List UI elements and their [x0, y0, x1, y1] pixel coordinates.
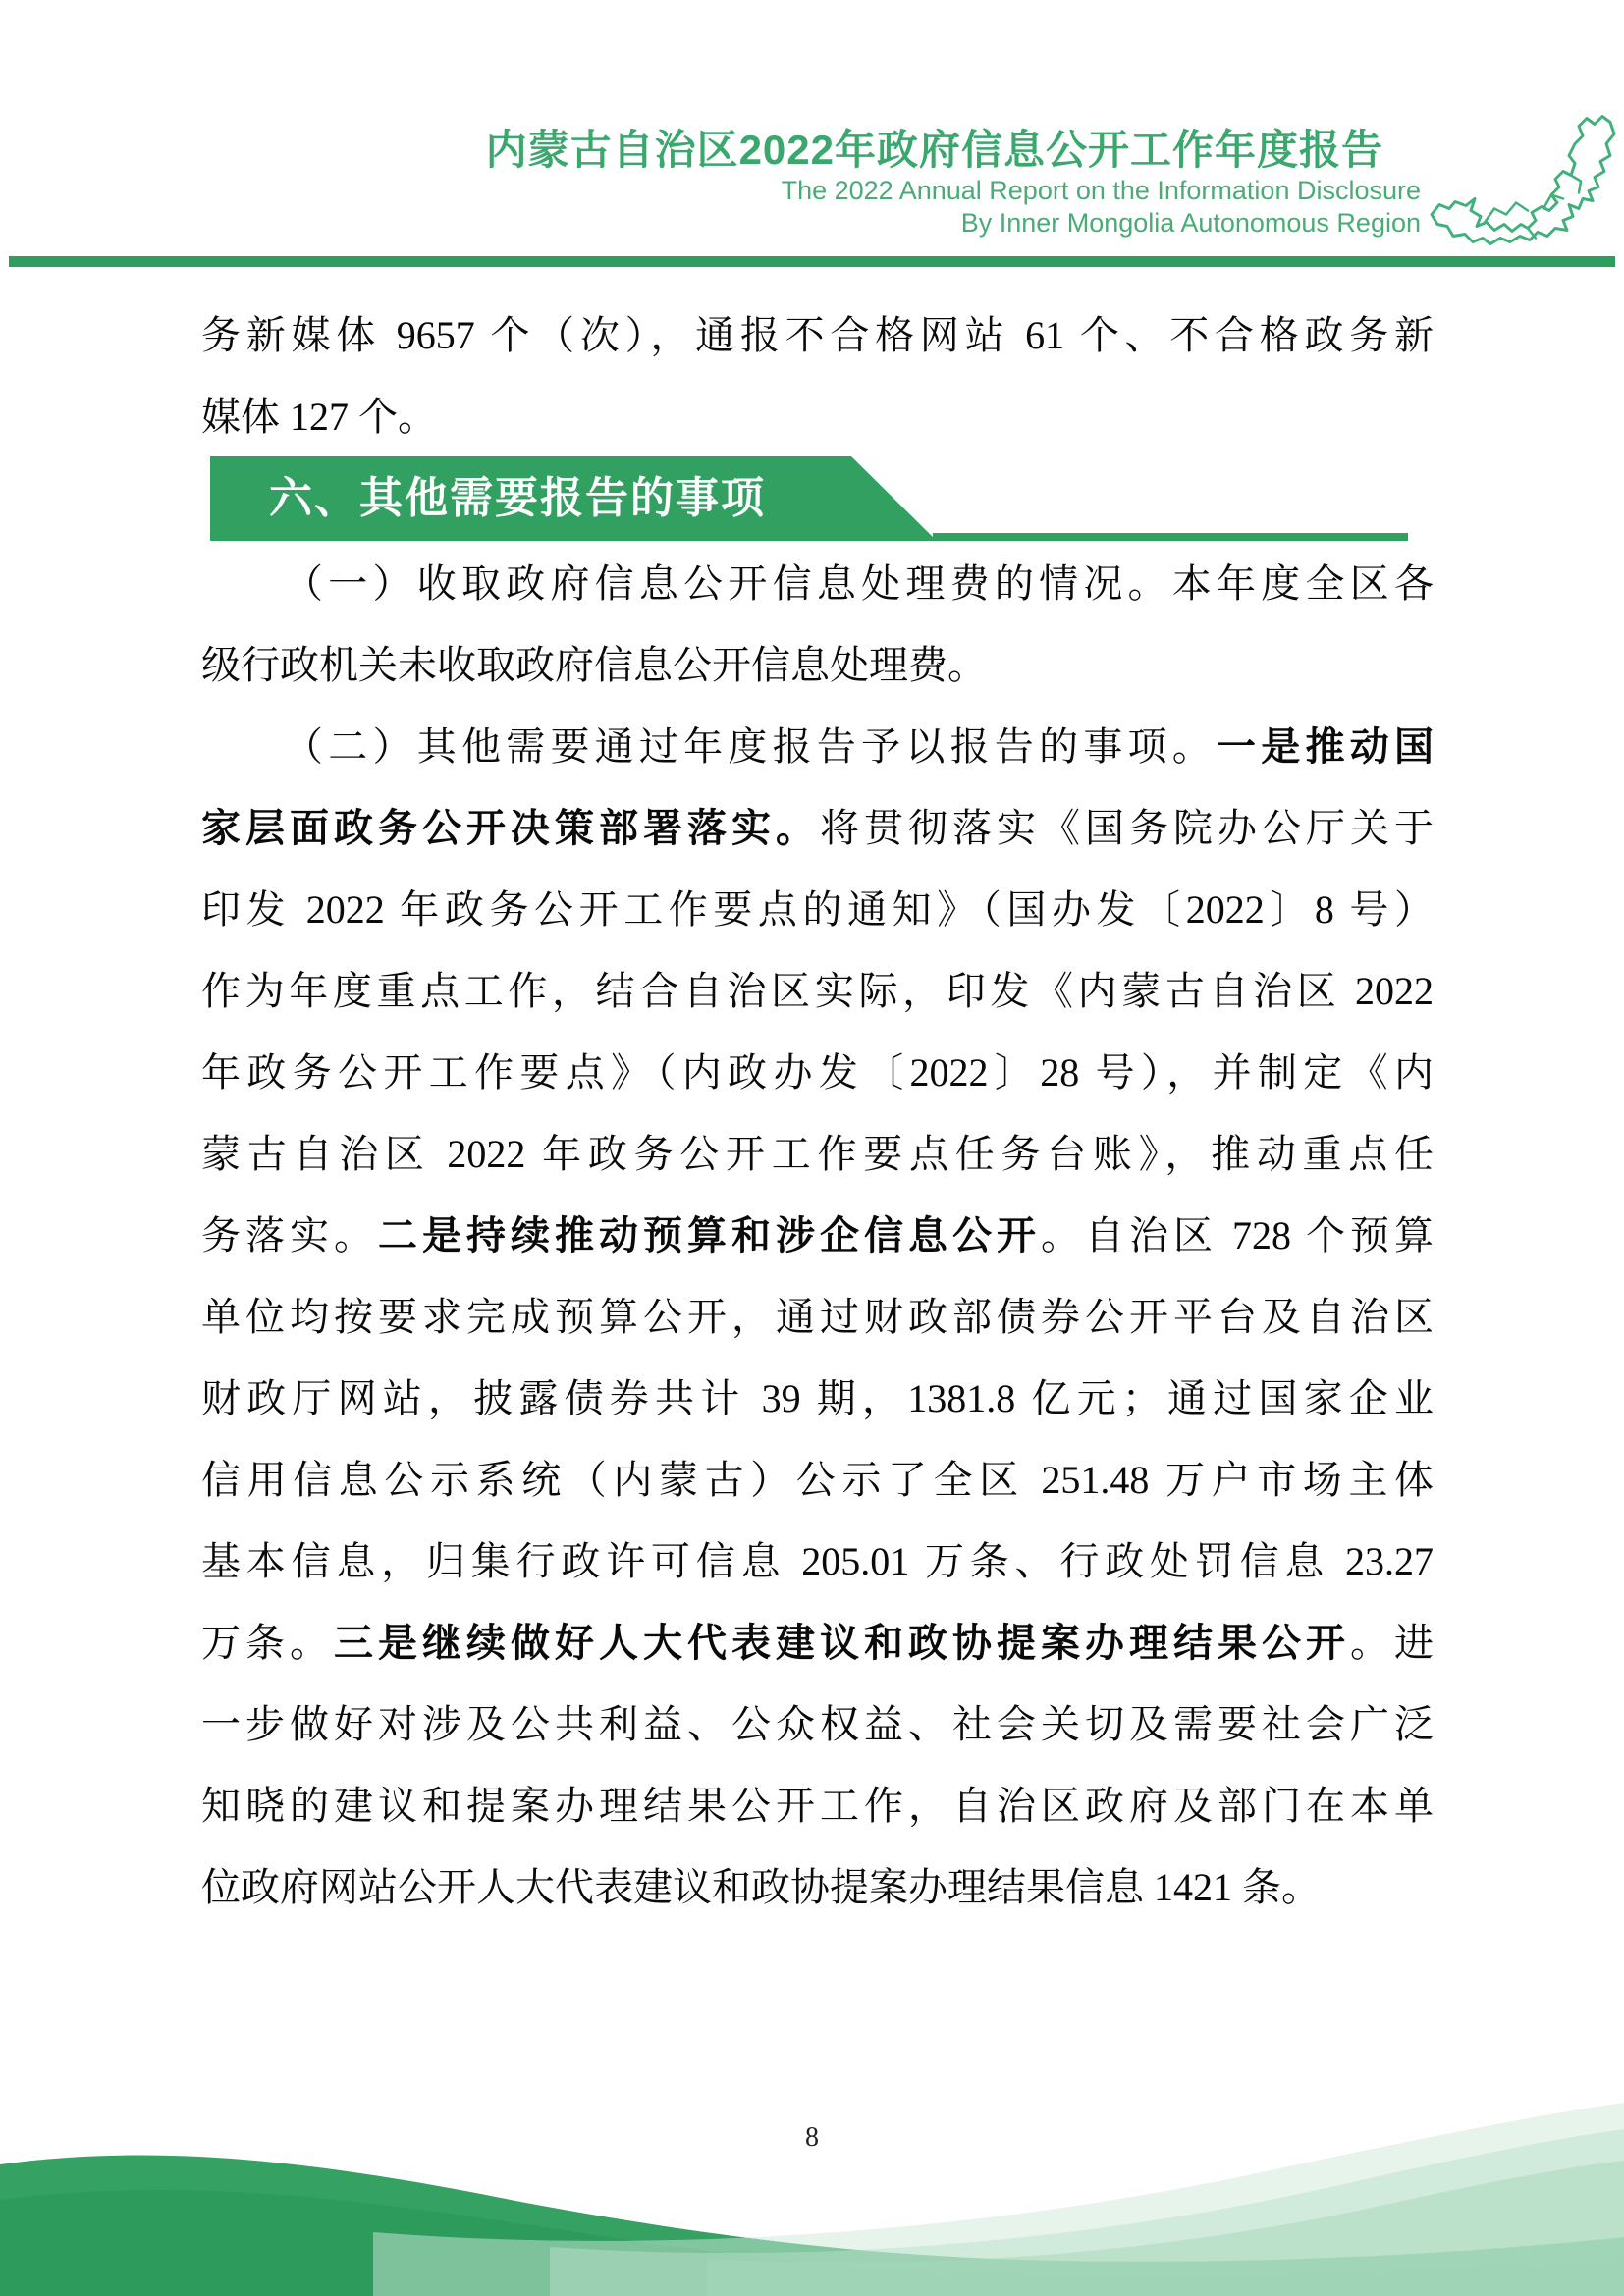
body-text-segment: 一步做好对涉及公共利益、公众权益、社会关切及需要社会广泛 — [201, 1702, 1434, 1746]
footer-wave-decoration — [0, 2070, 1624, 2296]
body-text-line — [201, 624, 1434, 706]
body-text-segment: 信用信息公示系统（内蒙古）公示了全区 251.48 万户市场主体 — [201, 1458, 1434, 1502]
body-text-line — [201, 1032, 1434, 1113]
body-paragraph-block — [201, 543, 1434, 1928]
body-text-segment: 务新媒体 9657 个（次），通报不合格网站 61 个、不合格政务新 — [201, 313, 1434, 357]
body-text-line — [201, 1602, 1434, 1683]
page-title: 内蒙古自治区2022年政府信息公开工作年度报告 — [485, 127, 1383, 173]
body-text-segment: 知晓的建议和提案办理结果公开工作，自治区政府及部门在本单 — [201, 1784, 1434, 1828]
body-text-segment: 级行政机关未收取政府信息公开信息处理费。 — [201, 643, 987, 687]
body-text-segment: 媒体 127 个。 — [201, 395, 437, 439]
body-paragraph-block — [201, 294, 1434, 457]
body-text-segment: 万条。 — [201, 1621, 334, 1665]
body-text-segment: 单位均按要求完成预算公开，通过财政部债券公开平台及自治区 — [201, 1295, 1434, 1339]
body-text-line — [201, 294, 1434, 376]
body-text-line — [201, 1113, 1434, 1195]
body-text-segment: 将贯彻落实《国务院办公厅关于 — [820, 806, 1434, 850]
body-text-segment: 。进 — [1350, 1621, 1434, 1665]
body-text-line — [201, 706, 1434, 787]
body-text-segment: 基本信息，归集行政许可信息 205.01 万条、行政处罚信息 23.27 — [201, 1539, 1434, 1583]
body-text-line — [201, 1439, 1434, 1521]
page-number: 8 — [805, 2122, 819, 2153]
body-text-segment: 务落实。 — [201, 1213, 378, 1257]
body-text-segment: 年政务公开工作要点》（内政办发〔2022〕28 号），并制定《内 — [201, 1050, 1434, 1095]
body-text-bold-segment: 一是推动国 — [1217, 724, 1435, 769]
body-text-line — [201, 950, 1434, 1032]
header-divider-bar — [9, 256, 1615, 267]
body-text-line — [201, 1846, 1434, 1928]
body-text-segment: 。自治区 728 个预算 — [1041, 1213, 1434, 1257]
body-text-segment: 作为年度重点工作，结合自治区实际，印发《内蒙古自治区 2022 — [201, 969, 1434, 1013]
body-text-line — [201, 1683, 1434, 1765]
section-heading-label: 六、其他需要报告的事项 — [269, 474, 766, 522]
body-text-segment: 印发 2022 年政务公开工作要点的通知》（国办发〔2022〕8 号） — [201, 887, 1434, 932]
body-text-segment: 蒙古自治区 2022 年政务公开工作要点任务台账》，推动重点任 — [201, 1132, 1434, 1176]
body-text-segment: 位政府网站公开人大代表建议和政协提案办理结果信息 1421 条。 — [201, 1865, 1321, 1909]
body-text-line — [201, 543, 1434, 624]
report-header — [486, 126, 1421, 240]
body-text-segment: （一）收取政府信息公开信息处理费的情况。本年度全区各 — [284, 561, 1434, 606]
body-text-line — [201, 1276, 1434, 1358]
body-text-line — [201, 787, 1434, 869]
header-subtitle-en-line1: The 2022 Annual Report on the Information Disclosure — [781, 176, 1421, 205]
section-heading-banner — [210, 456, 1408, 541]
body-text-bold-segment: 家层面政务公开决策部署落实。 — [201, 806, 820, 850]
body-text-line — [201, 1521, 1434, 1602]
body-text-segment: （二）其他需要通过年度报告予以报告的事项。 — [284, 724, 1218, 769]
header-subtitle-en-line2: By Inner Mongolia Autonomous Region — [960, 208, 1421, 238]
body-text-bold-segment: 二是持续推动预算和涉企信息公开 — [378, 1213, 1041, 1257]
body-text-line — [201, 869, 1434, 950]
body-text-line — [201, 1765, 1434, 1846]
body-text-segment: 财政厅网站，披露债券共计 39 期，1381.8 亿元；通过国家企业 — [201, 1376, 1434, 1420]
body-text-line — [201, 376, 1434, 457]
body-text-line — [201, 1358, 1434, 1439]
body-text-bold-segment: 三是继续做好人大代表建议和政协提案办理结果公开 — [334, 1621, 1350, 1665]
inner-mongolia-map-icon — [1426, 98, 1622, 260]
body-text-line — [201, 1195, 1434, 1276]
